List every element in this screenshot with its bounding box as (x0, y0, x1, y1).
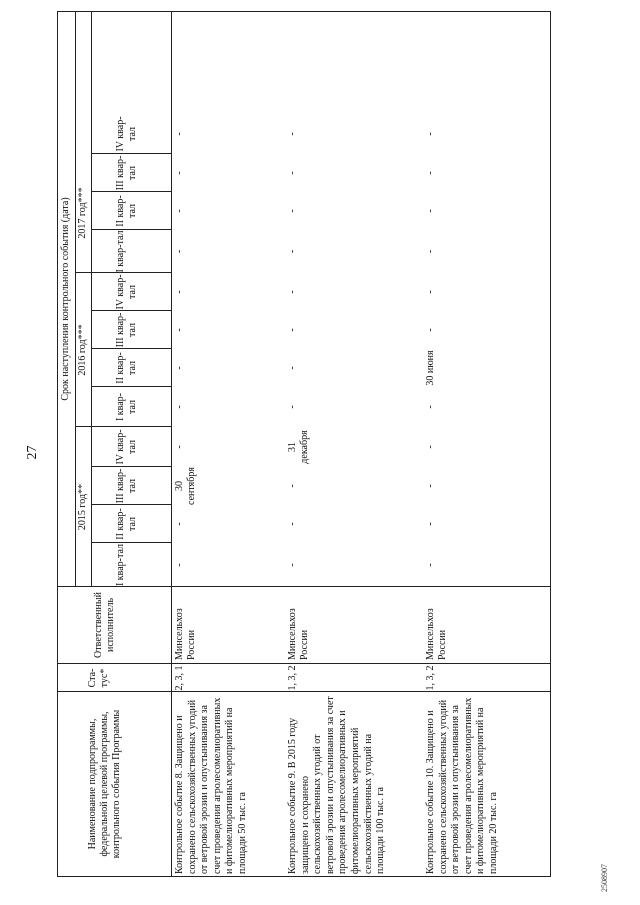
document-id: 2508907 (600, 864, 609, 892)
header-quarter: I квар-тал (115, 230, 126, 273)
row-cell: - (174, 290, 185, 294)
header-quarter: I квар-тал (115, 543, 126, 587)
col-line (57, 663, 551, 664)
page-number: 27 (25, 445, 40, 460)
row-cell: 30 июня (425, 350, 436, 386)
header-quarter: II квар-тал (115, 352, 138, 384)
row-cell: - (287, 171, 298, 175)
period-group-line (75, 11, 76, 587)
row-cell: - (425, 522, 436, 526)
row-cell: - (174, 209, 185, 213)
row-cell: - (174, 405, 185, 409)
row-executor: Минсельхоз России (287, 608, 310, 660)
header-quarter: II квар-тал (115, 195, 138, 227)
row-cell: - (425, 209, 436, 213)
header-quarter: II квар-тал (115, 508, 138, 540)
header-quarter: IV квар-тал (115, 274, 138, 310)
table-border-top (57, 11, 58, 877)
year-line (91, 11, 92, 587)
header-quarter: III квар-тал (115, 468, 138, 504)
row-name: Контрольное событие 10. Защищено и сохранено сельскохозяйственных угодий от ветровой эрозии и опустынивания за счет проведения агролесомелиоративных и фитомелиоративных мероприятий на площади 20 тыс. га (425, 697, 499, 874)
row-status: 2, 3, 1 (174, 665, 185, 691)
header-quarter: IV квар-тал (115, 116, 138, 152)
header-period-group: Срок наступления контрольного события (дата) (60, 197, 71, 401)
row-cell: - (174, 366, 185, 370)
header-quarter: I квар-тал (115, 392, 138, 422)
row-cell: - (287, 290, 298, 294)
row-cell: - (287, 484, 298, 488)
row-cell: - (425, 563, 436, 567)
row-cell: - (425, 290, 436, 294)
row-cell: - (174, 249, 185, 254)
row-cell: - (174, 445, 185, 449)
row-cell: - (174, 563, 185, 567)
row-cell: - (174, 171, 185, 175)
row-cell: - (174, 328, 185, 332)
row-name: Контрольное событие 9. В 2015 году защищено и сохранено сельскохозяйственных угодий от ветровой эрозии и опустынивания за счет проведения агролесомелиоративных и фитомелиоративных мероприятий сельскохозяйственных угодий на площади 100 тыс. га (287, 696, 387, 874)
row-cell: - (425, 249, 436, 254)
row-cell: - (425, 171, 436, 175)
header-quarter: III квар-тал (115, 312, 138, 348)
row-cell: - (287, 132, 298, 136)
schedule-table (57, 11, 550, 877)
header-status: Ста-тус* (87, 668, 110, 688)
row-cell: - (287, 522, 298, 526)
row-cell: - (287, 366, 298, 370)
header-executor: Ответственный исполнитель (93, 592, 116, 658)
row-status: 1, 3, 2 (287, 665, 298, 691)
row-cell: - (287, 328, 298, 332)
row-cell: - (425, 132, 436, 136)
header-bottom-line (171, 11, 172, 877)
table-border-bottom (550, 11, 551, 877)
row-cell: - (425, 484, 436, 488)
row-cell: - (425, 328, 436, 332)
row-cell: - (174, 522, 185, 526)
row-cell: - (287, 563, 298, 567)
row-executor: Минсельхоз России (425, 608, 448, 660)
row-name: Контрольное событие 8. Защищено и сохранено сельскохозяйственных угодий от ветровой эрозии и опустынивания за счет проведения агролесомелиоративных и фитомелиоративных мероприятий на площади 50 тыс. га (174, 697, 248, 874)
row-cell: - (174, 132, 185, 136)
row-cell: - (287, 209, 298, 213)
row-cell: 31 декабря (287, 430, 310, 464)
col-line (57, 586, 551, 587)
row-cell: - (287, 249, 298, 254)
header-year-2015: 2015 год** (77, 483, 88, 531)
row-cell: - (425, 445, 436, 449)
header-year-2017: 2017 год*** (77, 187, 88, 239)
header-year-2016: 2016 год*** (77, 324, 88, 376)
header-quarter: III квар-тал (115, 155, 138, 191)
row-cell: 30 сентября (174, 467, 197, 505)
row-cell: - (425, 405, 436, 409)
row-executor: Минсельхоз России (174, 608, 197, 660)
header-name: Наименование подпрограммы, федеральной целевой программы, контрольного события Программы (87, 709, 122, 859)
row-status: 1, 3, 2 (425, 665, 436, 691)
row-cell: - (287, 405, 298, 409)
header-quarter: IV квар-тал (115, 429, 138, 465)
col-line (57, 11, 551, 12)
